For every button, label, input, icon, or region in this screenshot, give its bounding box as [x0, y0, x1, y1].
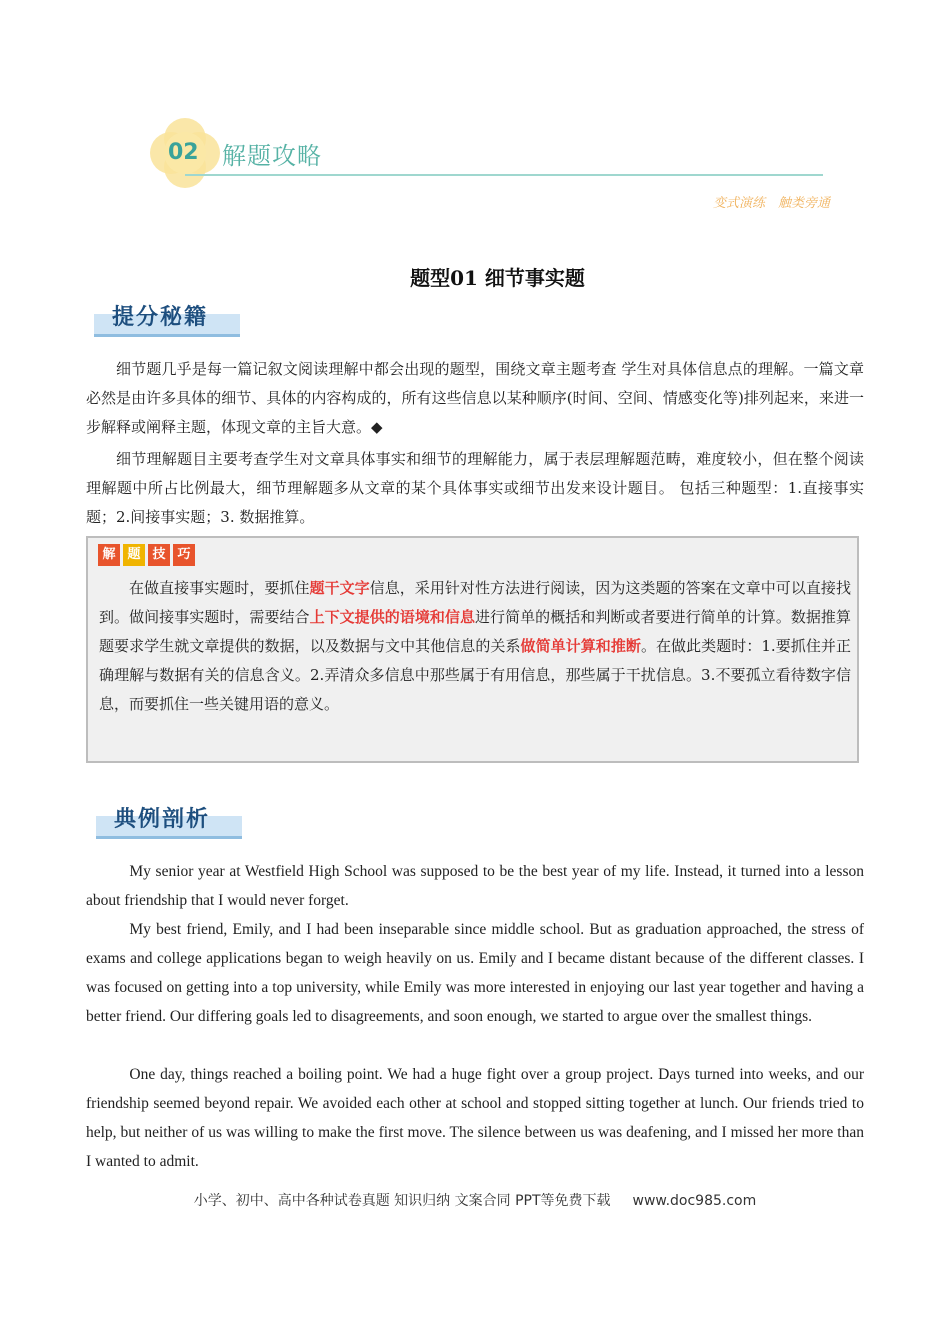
- passage-paragraph-1: My senior year at Westfield High School was supposed to be the best year of my life. Instead, it turned into a lesson about friendship that I would never forget.: [86, 863, 864, 909]
- banner-tips-secret: [90, 300, 240, 340]
- banner-example-analysis: [92, 802, 242, 842]
- section-number: 02: [168, 140, 199, 165]
- banner-label: 提分秘籍: [112, 305, 209, 330]
- page-footer: [0, 1190, 950, 1210]
- tips-text-part: 在做直接事实题时，要抓住: [129, 579, 310, 597]
- intro-paragraph-2: 细节理解题目主要考查学生对文章具体事实和细节的理解能力，属于表层理解题范畴，难度较小，但在整个阅读理解题中所占比例最大，细节理解题多从文章的某个具体事实或细节出发来设计题目。 包括三种题型：1.直接事实题；2.间接事实题；3. 数据推算。: [86, 450, 864, 526]
- footer-url-link[interactable]: www.doc985.com: [632, 1193, 757, 1209]
- section-title: 解题攻略: [222, 142, 322, 170]
- passage-paragraph-2: My best friend, Emily, and I had been inseparable since middle school. But as graduation approached, the stress of exams and college applications began to weigh heavily on us. Emily and I became distant because of the different classes. I was focused on getting into a top university, while Emily was more interested in enjoying our last year together and having a better friend. Our differing goals led to disagreements, and soon enough, we started to argue over the smallest things.: [86, 921, 864, 1025]
- tips-tag: 解: [98, 544, 120, 566]
- tips-text: [99, 574, 851, 719]
- section-subtitle: 变式演练 触类旁通: [712, 196, 830, 211]
- main-title: 题型01 细节事实题: [410, 266, 585, 290]
- section-divider: [185, 174, 823, 176]
- tips-tag: 技: [148, 544, 170, 566]
- tips-highlight: 做简单计算和推断: [520, 637, 641, 655]
- footer-text: 小学、初中、高中各种试卷真题 知识归纳 文案合同 PPT等免费下载: [193, 1193, 611, 1209]
- passage-paragraph-3: One day, things reached a boiling point. We had a huge fight over a group project. Days turned into weeks, and our friendship seemed beyond repair. We avoided each other at school and stopped sitting together at lunch. Our friends tried to help, but neither of us was willing to make the first move. The silence between us was deafening, and I missed her more than I wanted to admit.: [86, 1066, 864, 1170]
- tips-highlight: 题干文字: [309, 579, 370, 597]
- banner-label: 典例剖析: [114, 807, 211, 832]
- tips-highlight: 上下文提供的语境和信息: [309, 608, 476, 626]
- tips-tag-group: [98, 544, 195, 566]
- tips-text-part: 进行简单的概括和判断或者要进行简单的计算。数据推算题要求学生就文章提供的数据，以及数据与文中其他信息的关系: [99, 608, 851, 655]
- intro-paragraph-1: 细节题几乎是每一篇记叙文阅读理解中都会出现的题型，围绕文章主题考查 学生对具体信息点的理解。一篇文章必然是由许多具体的细节、具体的内容构成的，所有这些信息以某种顺序(时间、空间、情感变化等)排列起来，来进一步解释或阐释主题，体现文章的主旨大意。◆: [86, 360, 864, 436]
- tips-text-part: 。在做此类题时：1.要抓住并正确理解与数据有关的信息含义。2.弄清众多信息中那些属于有用信息，那些属于干扰信息。3.不要孤立看待数字信息，而要抓住一些关键用语的意义。: [99, 637, 851, 713]
- section-header: [150, 118, 830, 213]
- tips-tag: 巧: [173, 544, 195, 566]
- tips-text-part: 信息，采用针对性方法进行阅读，因为这类题的答案在文章中可以直接找到。做间接事实题时，需要结合: [99, 579, 851, 626]
- tips-tag: 题: [123, 544, 145, 566]
- tips-box: [86, 536, 859, 763]
